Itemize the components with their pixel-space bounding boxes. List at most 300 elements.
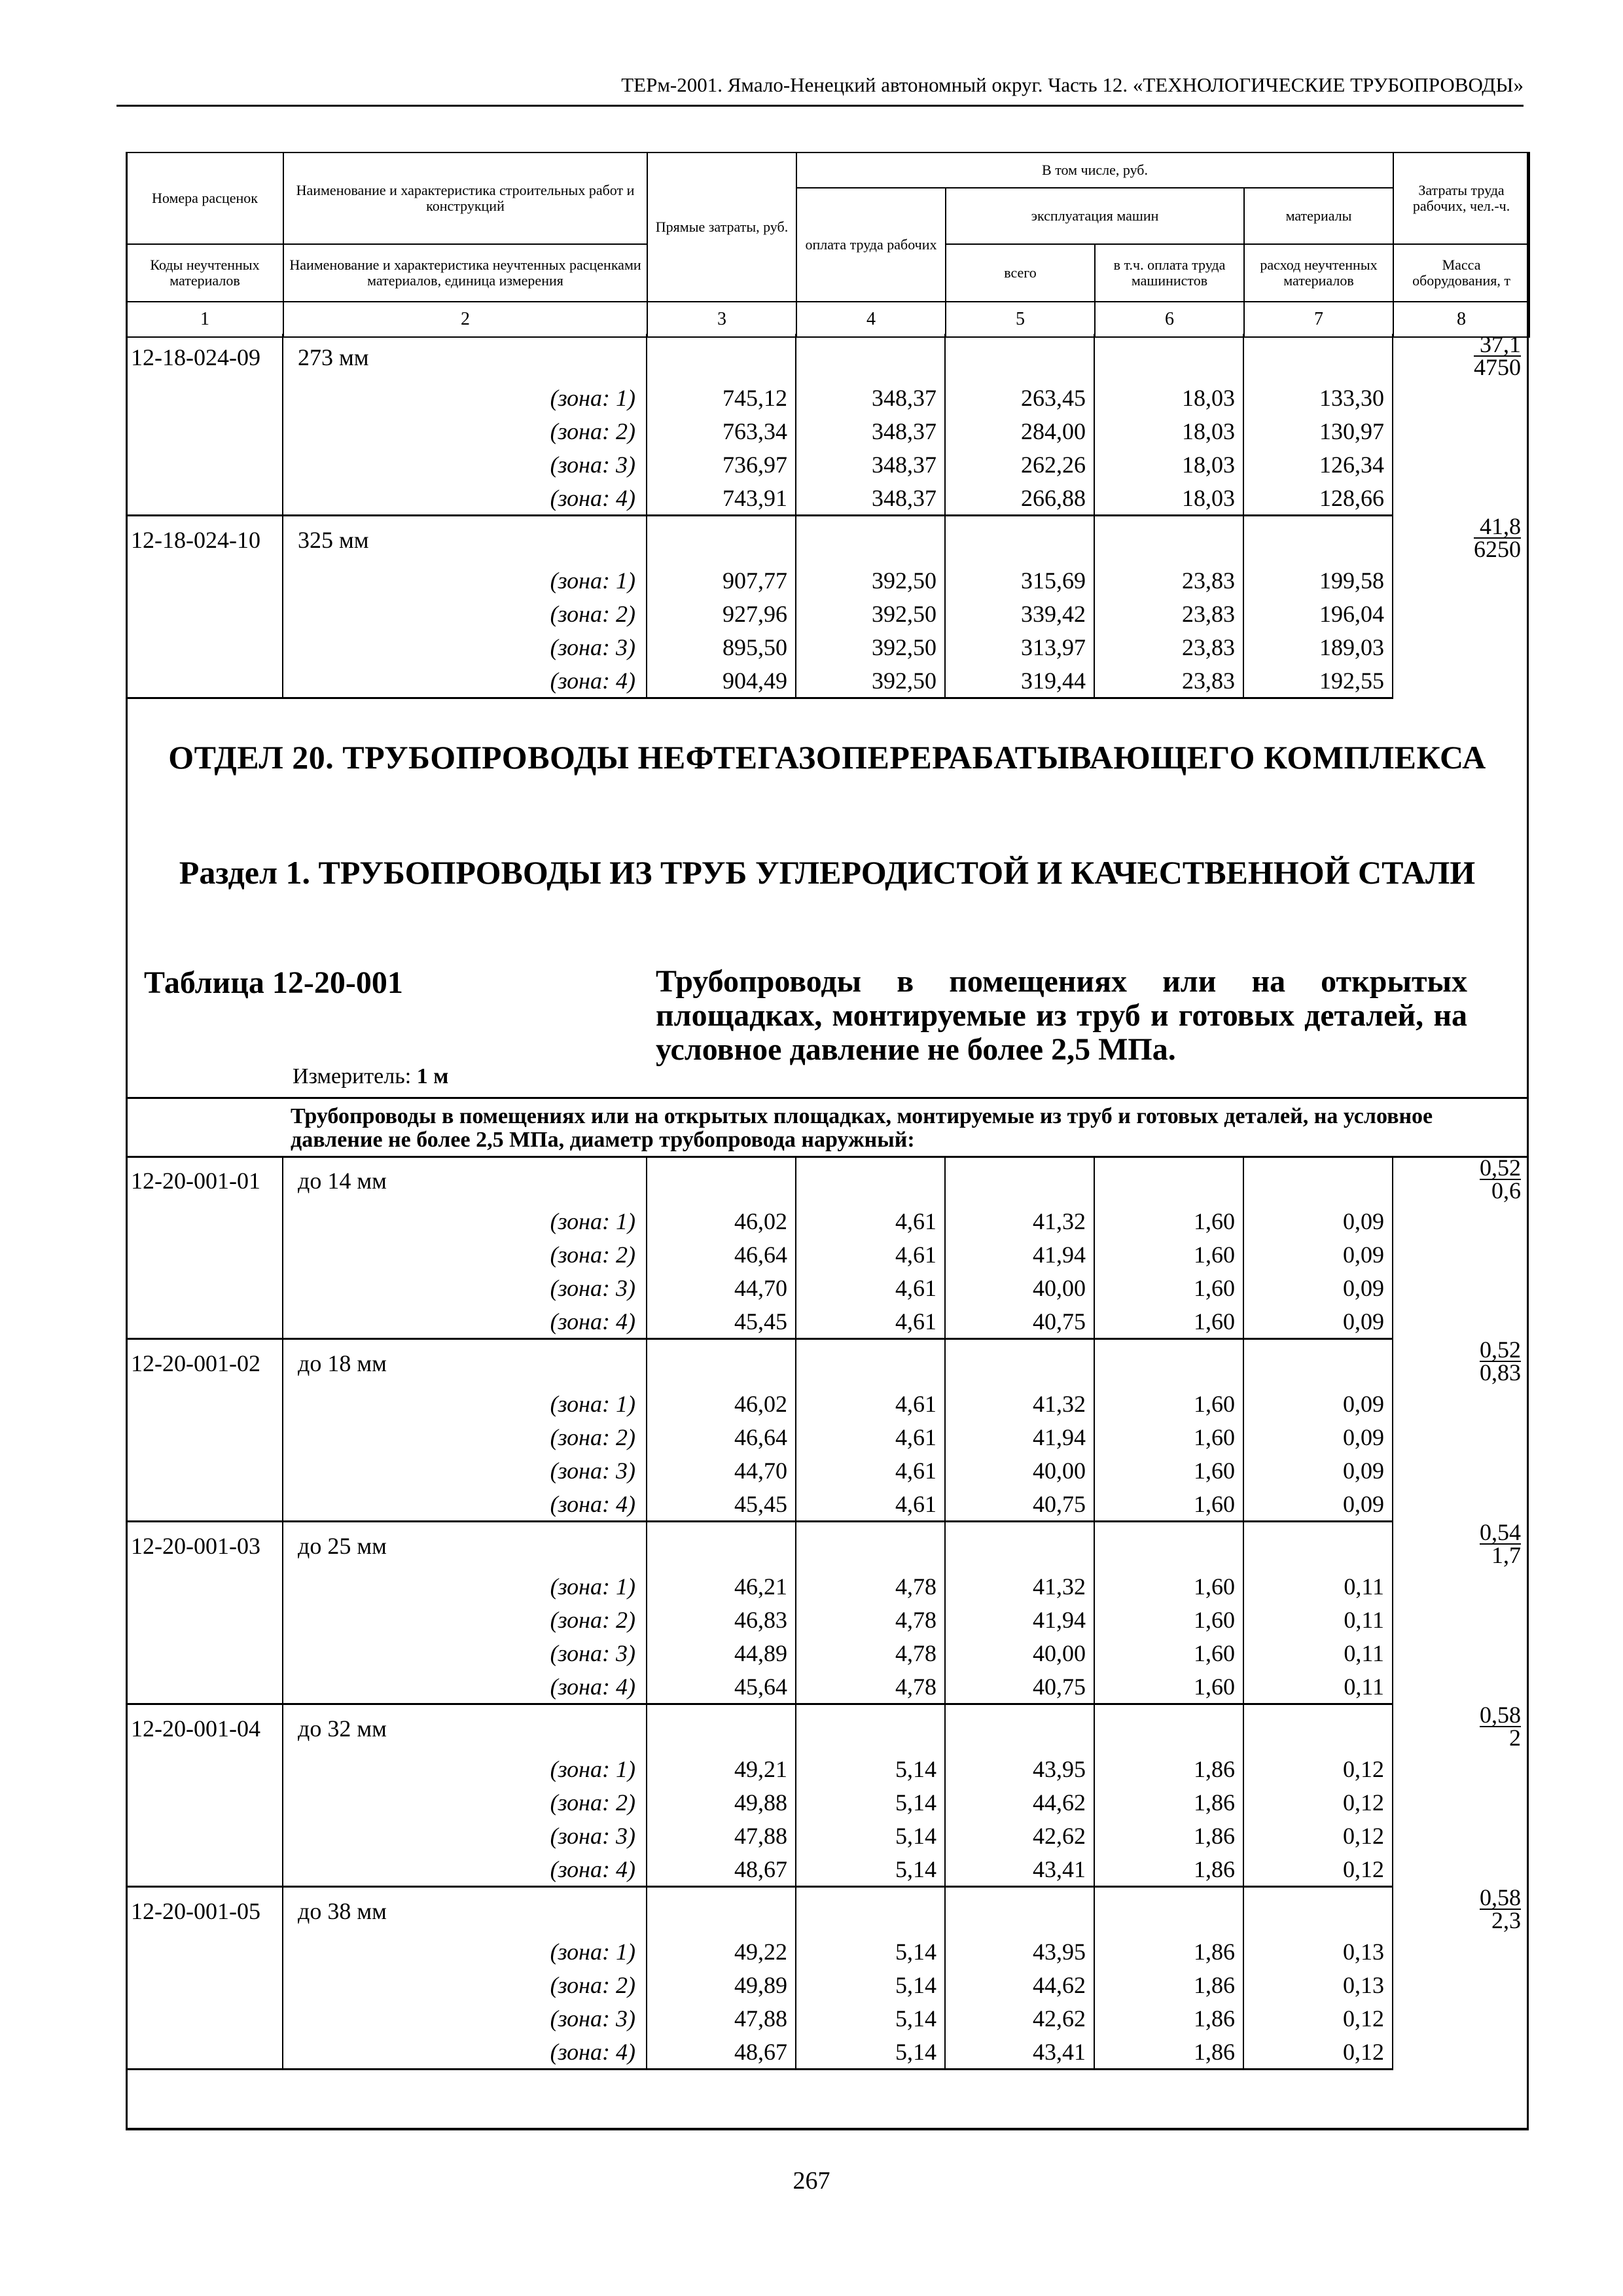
empty-cell: [126, 414, 283, 448]
zone-label: (зона: 3): [283, 448, 647, 481]
page-number: 267: [793, 2167, 830, 2195]
zone-row: [126, 1271, 1529, 1304]
materials-value: 0,11: [1243, 1603, 1393, 1636]
zone-row: [126, 1636, 1529, 1670]
empty-cell: [647, 334, 796, 381]
operator-pay-value: 23,83: [1094, 664, 1243, 698]
zone-label: (зона: 2): [283, 414, 647, 448]
labor-and-mass: [1393, 1157, 1529, 1339]
empty-cell: [796, 516, 945, 564]
zone-label: (зона: 3): [283, 1819, 647, 1852]
empty-cell: [647, 1339, 796, 1388]
col-number: 3: [647, 302, 796, 337]
empty-cell: [126, 1603, 283, 1636]
zone-row: [126, 2035, 1529, 2070]
zone-row: [126, 1304, 1529, 1339]
rate-row: [126, 1522, 1529, 1570]
materials-value: 0,09: [1243, 1304, 1393, 1339]
zone-row: [126, 448, 1529, 481]
empty-cell: [126, 564, 283, 597]
running-title: ТЕРм-2001. Ямало-Ненецкий автономный округ. Часть 12. «ТЕХНОЛОГИЧЕСКИЕ ТРУБОПРОВОДЫ»: [116, 71, 1524, 107]
machines-total-value: 41,94: [945, 1603, 1094, 1636]
empty-cell: [945, 1339, 1094, 1388]
machines-total-value: 41,32: [945, 1387, 1094, 1420]
empty-cell: [796, 1887, 945, 1935]
empty-cell: [1243, 1704, 1393, 1753]
empty-cell: [126, 1819, 283, 1852]
zone-label: (зона: 1): [283, 1752, 647, 1785]
empty-cell: [126, 1935, 283, 1968]
operator-pay-value: 1,86: [1094, 1752, 1243, 1785]
zone-row: [126, 1603, 1529, 1636]
rate-code: 12-18-024-09: [131, 344, 260, 370]
empty-cell: [1243, 334, 1393, 381]
zone-label: (зона: 1): [283, 1570, 647, 1603]
machines-total-value: 43,41: [945, 2035, 1094, 2070]
col-header-including: В том числе, руб.: [796, 152, 1393, 188]
zone-label: (зона: 4): [283, 1304, 647, 1339]
machines-total-value: 43,95: [945, 1752, 1094, 1785]
empty-cell: [945, 1522, 1094, 1570]
rate-row: [126, 1704, 1529, 1753]
measure-value: 1 м: [416, 1064, 449, 1088]
equipment-mass-value: 6250: [1474, 535, 1521, 562]
empty-cell: [126, 1420, 283, 1454]
col-header-labor-costs: Затраты труда рабочих, чел.-ч.: [1393, 152, 1529, 244]
materials-value: 126,34: [1243, 448, 1393, 481]
equipment-mass-value: 4750: [1474, 354, 1521, 380]
empty-cell: [126, 1204, 283, 1238]
zone-row: [126, 1968, 1529, 2001]
materials-value: 0,12: [1243, 1785, 1393, 1819]
machines-total-value: 43,41: [945, 1852, 1094, 1887]
empty-cell: [1243, 1157, 1393, 1204]
direct-costs-value: 927,96: [647, 597, 796, 630]
materials-value: 0,09: [1243, 1487, 1393, 1522]
col-header-machines-total: всего: [946, 244, 1095, 302]
labor-fraction: [1480, 1336, 1521, 1386]
direct-costs-value: 904,49: [647, 664, 796, 698]
machines-total-value: 319,44: [945, 664, 1094, 698]
empty-cell: [1243, 1522, 1393, 1570]
labor-fraction: [1480, 1155, 1521, 1204]
machines-total-value: 41,94: [945, 1420, 1094, 1454]
operator-pay-value: 18,03: [1094, 448, 1243, 481]
operator-pay-value: 1,86: [1094, 2035, 1243, 2070]
zone-row: [126, 1570, 1529, 1603]
empty-cell: [1094, 1522, 1243, 1570]
empty-cell: [126, 1852, 283, 1887]
materials-value: 0,12: [1243, 1752, 1393, 1785]
rates-table-lower: [126, 1157, 1529, 2070]
col-header-operator-pay: в т.ч. оплата труда машинистов: [1095, 244, 1244, 302]
direct-costs-value: 45,45: [647, 1487, 796, 1522]
rate-row: [126, 1339, 1529, 1388]
operator-pay-value: 1,60: [1094, 1304, 1243, 1339]
labor-fraction: [1474, 512, 1521, 562]
direct-costs-value: 48,67: [647, 1852, 796, 1887]
worker-pay-value: 5,14: [796, 2035, 945, 2070]
worker-pay-value: 5,14: [796, 2001, 945, 2035]
zone-label: (зона: 4): [283, 664, 647, 698]
zone-label: (зона: 4): [283, 481, 647, 516]
machines-total-value: 40,00: [945, 1454, 1094, 1487]
rate-code: 12-18-024-10: [131, 527, 260, 553]
labor-fraction: [1480, 1884, 1521, 1933]
rate-name: до 18 мм: [283, 1339, 647, 1388]
labor-and-mass: [1393, 1336, 1529, 1522]
worker-pay-value: 4,78: [796, 1570, 945, 1603]
empty-cell: [126, 1238, 283, 1271]
machines-total-value: 40,75: [945, 1487, 1094, 1522]
measure-unit: [293, 1064, 448, 1089]
direct-costs-value: 46,02: [647, 1387, 796, 1420]
zone-label: (зона: 3): [283, 1636, 647, 1670]
zone-label: (зона: 3): [283, 2001, 647, 2035]
zone-row: [126, 1420, 1529, 1454]
worker-pay-value: 4,61: [796, 1387, 945, 1420]
zone-label: (зона: 2): [283, 1785, 647, 1819]
machines-total-value: 266,88: [945, 481, 1094, 516]
group-caption: Трубопроводы в помещениях или на открытых площадках, монтируемые из труб и готовых деталей, на условное давление не более 2,5 МПа, диаметр трубопровода наружный:: [291, 1104, 1433, 1152]
zone-row: [126, 381, 1529, 414]
machines-total-value: 41,32: [945, 1204, 1094, 1238]
zone-row: [126, 1852, 1529, 1887]
operator-pay-value: 1,60: [1094, 1636, 1243, 1670]
empty-cell: [796, 334, 945, 381]
direct-costs-value: 46,21: [647, 1570, 796, 1603]
labor-costs-value: 0,58: [1480, 1884, 1521, 1910]
operator-pay-value: 1,86: [1094, 1785, 1243, 1819]
zone-label: (зона: 4): [283, 1852, 647, 1887]
empty-cell: [1094, 1157, 1243, 1204]
operator-pay-value: 23,83: [1094, 630, 1243, 664]
empty-cell: [126, 1570, 283, 1603]
equipment-mass-value: 0,6: [1491, 1177, 1521, 1204]
empty-cell: [647, 1522, 796, 1570]
materials-value: 0,09: [1243, 1204, 1393, 1238]
subsection-title: Раздел 1. ТРУБОПРОВОДЫ ИЗ ТРУБ УГЛЕРОДИСТОЙ И КАЧЕСТВЕННОЙ СТАЛИ: [179, 854, 1476, 891]
zone-row: [126, 630, 1529, 664]
zone-label: (зона: 1): [283, 1935, 647, 1968]
worker-pay-value: 5,14: [796, 1752, 945, 1785]
rate-name: до 32 мм: [283, 1704, 647, 1753]
zone-label: (зона: 3): [283, 630, 647, 664]
materials-value: 0,09: [1243, 1420, 1393, 1454]
operator-pay-value: 1,60: [1094, 1204, 1243, 1238]
direct-costs-value: 46,64: [647, 1420, 796, 1454]
rate-name: до 38 мм: [283, 1887, 647, 1935]
empty-cell: [1243, 1339, 1393, 1388]
empty-cell: [1243, 1887, 1393, 1935]
direct-costs-value: 743,91: [647, 481, 796, 516]
direct-costs-value: 46,64: [647, 1238, 796, 1271]
machines-total-value: 313,97: [945, 630, 1094, 664]
machines-total-value: 42,62: [945, 2001, 1094, 2035]
direct-costs-value: 48,67: [647, 2035, 796, 2070]
zone-row: [126, 1935, 1529, 1968]
empty-cell: [945, 334, 1094, 381]
worker-pay-value: 392,50: [796, 597, 945, 630]
worker-pay-value: 4,61: [796, 1304, 945, 1339]
col-number: 2: [283, 302, 647, 337]
worker-pay-value: 392,50: [796, 664, 945, 698]
col-number: 8: [1393, 302, 1529, 337]
labor-and-mass: [1393, 1884, 1529, 2070]
materials-value: 0,09: [1243, 1271, 1393, 1304]
machines-total-value: 44,62: [945, 1968, 1094, 2001]
direct-costs-value: 49,21: [647, 1752, 796, 1785]
machines-total-value: 43,95: [945, 1935, 1094, 1968]
zone-label: (зона: 3): [283, 1454, 647, 1487]
col-header-material-consumption: расход неучтенных материалов: [1244, 244, 1393, 302]
materials-value: 0,12: [1243, 1852, 1393, 1887]
worker-pay-value: 4,61: [796, 1238, 945, 1271]
machines-total-value: 339,42: [945, 597, 1094, 630]
direct-costs-value: 49,89: [647, 1968, 796, 2001]
direct-costs-value: 736,97: [647, 448, 796, 481]
operator-pay-value: 18,03: [1094, 481, 1243, 516]
machines-total-value: 42,62: [945, 1819, 1094, 1852]
empty-cell: [1094, 516, 1243, 564]
rate-row: [126, 516, 1529, 564]
empty-cell: [1094, 334, 1243, 381]
col-number: 1: [126, 302, 283, 337]
machines-total-value: 40,75: [945, 1670, 1094, 1704]
materials-value: 0,12: [1243, 2001, 1393, 2035]
empty-cell: [945, 1704, 1094, 1753]
operator-pay-value: 18,03: [1094, 381, 1243, 414]
direct-costs-value: 45,64: [647, 1670, 796, 1704]
materials-value: 130,97: [1243, 414, 1393, 448]
direct-costs-value: 45,45: [647, 1304, 796, 1339]
operator-pay-value: 18,03: [1094, 414, 1243, 448]
empty-cell: [126, 1387, 283, 1420]
empty-cell: [796, 1522, 945, 1570]
zone-row: [126, 1785, 1529, 1819]
direct-costs-value: 745,12: [647, 381, 796, 414]
divider: [126, 1097, 1529, 1099]
zone-row: [126, 1204, 1529, 1238]
operator-pay-value: 1,86: [1094, 1935, 1243, 1968]
worker-pay-value: 4,61: [796, 1454, 945, 1487]
equipment-mass-value: 2: [1509, 1724, 1521, 1751]
worker-pay-value: 4,78: [796, 1603, 945, 1636]
empty-cell: [945, 1887, 1094, 1935]
direct-costs-value: 44,70: [647, 1271, 796, 1304]
labor-and-mass: [1393, 331, 1529, 516]
empty-cell: [126, 481, 283, 516]
machines-total-value: 40,00: [945, 1271, 1094, 1304]
empty-cell: [945, 516, 1094, 564]
empty-cell: [1094, 1704, 1243, 1753]
empty-cell: [126, 2001, 283, 2035]
col-header-equipment-mass: Масса оборудования, т: [1393, 244, 1529, 302]
rate-code: 12-20-001-03: [131, 1533, 260, 1559]
machines-total-value: 40,75: [945, 1304, 1094, 1339]
zone-label: (зона: 1): [283, 1204, 647, 1238]
materials-value: 0,09: [1243, 1238, 1393, 1271]
col-number: 6: [1095, 302, 1244, 337]
machines-total-value: 284,00: [945, 414, 1094, 448]
operator-pay-value: 1,60: [1094, 1271, 1243, 1304]
empty-cell: [647, 1704, 796, 1753]
zone-label: (зона: 4): [283, 1670, 647, 1704]
operator-pay-value: 1,60: [1094, 1670, 1243, 1704]
operator-pay-value: 1,60: [1094, 1238, 1243, 1271]
operator-pay-value: 1,60: [1094, 1387, 1243, 1420]
rate-code: 12-20-001-04: [131, 1715, 260, 1742]
empty-cell: [796, 1157, 945, 1204]
equipment-mass-value: 2,3: [1491, 1907, 1521, 1933]
department-title: ОТДЕЛ 20. ТРУБОПРОВОДЫ НЕФТЕГАЗОПЕРЕРАБАТЫВАЮЩЕГО КОМПЛЕКСА: [168, 739, 1486, 776]
empty-cell: [126, 1785, 283, 1819]
materials-value: 0,12: [1243, 1819, 1393, 1852]
zone-label: (зона: 4): [283, 2035, 647, 2070]
machines-total-value: 262,26: [945, 448, 1094, 481]
col-header-direct-costs: Прямые затраты, руб.: [647, 152, 796, 302]
empty-cell: [796, 1704, 945, 1753]
worker-pay-value: 5,14: [796, 1785, 945, 1819]
direct-costs-value: 763,34: [647, 414, 796, 448]
zone-label: (зона: 2): [283, 1238, 647, 1271]
empty-cell: [647, 1887, 796, 1935]
zone-row: [126, 2001, 1529, 2035]
operator-pay-value: 1,60: [1094, 1487, 1243, 1522]
direct-costs-value: 49,22: [647, 1935, 796, 1968]
labor-fraction: [1480, 1701, 1521, 1751]
col-header-materials: материалы: [1244, 188, 1393, 244]
worker-pay-value: 5,14: [796, 1968, 945, 2001]
direct-costs-value: 907,77: [647, 564, 796, 597]
empty-cell: [126, 1487, 283, 1522]
empty-cell: [1243, 516, 1393, 564]
rates-table-upper: [126, 331, 1529, 699]
operator-pay-value: 23,83: [1094, 564, 1243, 597]
empty-cell: [647, 516, 796, 564]
machines-total-value: 263,45: [945, 381, 1094, 414]
zone-row: [126, 1387, 1529, 1420]
operator-pay-value: 1,60: [1094, 1454, 1243, 1487]
zone-label: (зона: 2): [283, 1420, 647, 1454]
labor-and-mass: [1393, 1701, 1529, 1887]
zone-row: [126, 564, 1529, 597]
empty-cell: [126, 664, 283, 698]
zone-label: (зона: 1): [283, 1387, 647, 1420]
col-header-rate-numbers: Номера расценок: [126, 152, 283, 244]
worker-pay-value: 5,14: [796, 1819, 945, 1852]
worker-pay-value: 5,14: [796, 1852, 945, 1887]
direct-costs-value: 44,89: [647, 1636, 796, 1670]
zone-label: (зона: 4): [283, 1487, 647, 1522]
labor-fraction: [1480, 1518, 1521, 1568]
zone-row: [126, 1752, 1529, 1785]
direct-costs-value: 46,83: [647, 1603, 796, 1636]
materials-value: 0,09: [1243, 1387, 1393, 1420]
materials-value: 0,09: [1243, 1454, 1393, 1487]
direct-costs-value: 895,50: [647, 630, 796, 664]
machines-total-value: 315,69: [945, 564, 1094, 597]
worker-pay-value: 4,78: [796, 1636, 945, 1670]
worker-pay-value: 4,61: [796, 1204, 945, 1238]
materials-value: 196,04: [1243, 597, 1393, 630]
empty-cell: [945, 1157, 1094, 1204]
operator-pay-value: 1,60: [1094, 1603, 1243, 1636]
direct-costs-value: 46,02: [647, 1204, 796, 1238]
rate-code: 12-20-001-01: [131, 1168, 260, 1194]
col-number: 5: [946, 302, 1095, 337]
zone-row: [126, 1454, 1529, 1487]
zone-label: (зона: 2): [283, 1968, 647, 2001]
rate-name: 325 мм: [283, 516, 647, 564]
direct-costs-value: 47,88: [647, 1819, 796, 1852]
col-number: 4: [796, 302, 946, 337]
zone-row: [126, 414, 1529, 448]
operator-pay-value: 1,86: [1094, 1819, 1243, 1852]
materials-value: 0,11: [1243, 1570, 1393, 1603]
materials-value: 133,30: [1243, 381, 1393, 414]
worker-pay-value: 348,37: [796, 381, 945, 414]
materials-value: 0,11: [1243, 1636, 1393, 1670]
worker-pay-value: 4,78: [796, 1670, 945, 1704]
worker-pay-value: 348,37: [796, 414, 945, 448]
empty-cell: [796, 1339, 945, 1388]
labor-and-mass: [1393, 512, 1529, 698]
col-header-worker-pay: оплата труда рабочих: [796, 188, 946, 302]
zone-label: (зона: 1): [283, 564, 647, 597]
zone-row: [126, 1487, 1529, 1522]
worker-pay-value: 4,61: [796, 1487, 945, 1522]
rate-name: 273 мм: [283, 334, 647, 381]
operator-pay-value: 23,83: [1094, 597, 1243, 630]
zone-row: [126, 1670, 1529, 1704]
table-label: Таблица 12-20-001: [144, 965, 403, 1000]
labor-fraction: [1474, 331, 1521, 380]
worker-pay-value: 5,14: [796, 1935, 945, 1968]
empty-cell: [126, 1636, 283, 1670]
direct-costs-value: 47,88: [647, 2001, 796, 2035]
direct-costs-value: 49,88: [647, 1785, 796, 1819]
labor-costs-value: 0,52: [1480, 1155, 1521, 1181]
equipment-mass-value: 0,83: [1480, 1359, 1521, 1386]
operator-pay-value: 1,86: [1094, 1968, 1243, 2001]
direct-costs-value: 44,70: [647, 1454, 796, 1487]
table-caption: Трубопроводы в помещениях или на открытых площадках, монтируемые из труб и готовых деталей, на условное давление не более 2,5 МПа.: [656, 964, 1467, 1067]
materials-value: 189,03: [1243, 630, 1393, 664]
worker-pay-value: 348,37: [796, 448, 945, 481]
labor-costs-value: 41,8: [1474, 516, 1521, 539]
rate-row: [126, 1157, 1529, 1204]
labor-and-mass: [1393, 1518, 1529, 1704]
machines-total-value: 41,32: [945, 1570, 1094, 1603]
materials-value: 192,55: [1243, 664, 1393, 698]
materials-value: 0,11: [1243, 1670, 1393, 1704]
col-number: 7: [1244, 302, 1393, 337]
col-header-work-name: Наименование и характеристика строительных работ и конструкций: [283, 152, 647, 244]
zone-row: [126, 481, 1529, 516]
empty-cell: [126, 1670, 283, 1704]
empty-cell: [1094, 1887, 1243, 1935]
empty-cell: [647, 1157, 796, 1204]
operator-pay-value: 1,86: [1094, 2001, 1243, 2035]
worker-pay-value: 392,50: [796, 630, 945, 664]
rate-row: [126, 1887, 1529, 1935]
rate-row: [126, 334, 1529, 381]
labor-costs-value: 0,58: [1480, 1701, 1521, 1728]
worker-pay-value: 4,61: [796, 1420, 945, 1454]
empty-cell: [126, 1271, 283, 1304]
equipment-mass-value: 1,7: [1491, 1541, 1521, 1568]
